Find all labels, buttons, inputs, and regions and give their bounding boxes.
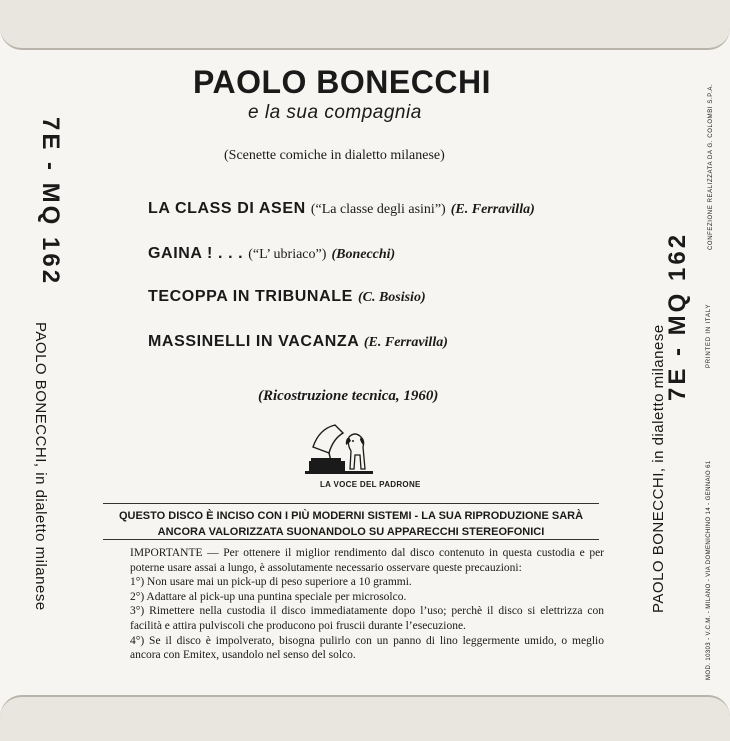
subtitle: e la sua compagnia (248, 102, 422, 123)
his-masters-voice-dog-gramophone-icon (305, 419, 373, 477)
track-1 (148, 200, 535, 218)
track-title: GAINA ! . . . (148, 245, 244, 262)
label-name: LA VOCE DEL PADRONE (320, 480, 421, 489)
track-author: (Bonecchi) (331, 247, 396, 262)
instruction-item: 3°) Rimettere nella custodia il disco immediatamente dopo l’uso; perchè il disco si elettrizza con facilità e attira pulviscoli che producono poi fruscii durante l’esecuzione. (130, 605, 604, 632)
track-title: MASSINELLI IN VACANZA (148, 333, 359, 350)
printed-in-italy: PRINTED IN ITALY (706, 303, 712, 368)
track-4 (148, 333, 448, 351)
spine-name-right: PAOLO BONECCHI, in dialetto milanese (650, 324, 667, 613)
top-flap (0, 0, 730, 50)
track-author: (E. Ferravilla) (363, 335, 448, 350)
track-author: (C. Bosisio) (357, 290, 426, 305)
instruction-item: 2°) Adattare al pick-up una puntina speciale per microsolco. (130, 590, 407, 603)
confezione-credit: CONFEZIONE REALIZZATA DA G. COLOMBI S.P.A. (708, 83, 714, 250)
stereo-notice: QUESTO DISCO È INCISO CON I PIÙ MODERNI SISTEMI - LA SUA RIPRODUZIONE SARÀ ANCORA VALORIZZATA SUONANDOLO SU APPARECCHI STEREOFONICI (118, 510, 584, 538)
spine-code-left: 7E - MQ 162 (37, 117, 64, 287)
instruction-item: 4°) Se il disco è impolverato, bisogna pulirlo con un panno di lino leggermente umido, o meglio ancora con Emitex, usandolo nel senso del solco. (130, 634, 604, 662)
important-instructions (130, 546, 604, 663)
reconstruction-note: (Ricostruzione tecnica, 1960) (258, 388, 439, 404)
track-author: (E. Ferravilla) (450, 202, 535, 217)
important-intro: IMPORTANTE — Per ottenere il miglior rendimento dal disco contenuto in questa custodia e per poterne usare assai a lungo, è assolutamente necessario osservare queste precauzioni: (130, 547, 604, 574)
description: (Scenette comiche in dialetto milanese) (224, 148, 445, 163)
track-title: LA CLASS DI ASEN (148, 200, 306, 217)
track-3 (148, 288, 426, 306)
track-title: TECOPPA IN TRIBUNALE (148, 288, 353, 305)
track-2 (148, 245, 395, 263)
divider-top (103, 503, 599, 504)
spine-name-left: PAOLO BONECCHI, in dialetto milanese (32, 322, 49, 611)
artist-title: PAOLO BONECCHI (193, 64, 491, 100)
instruction-item: 1°) Non usare mai un pick-up di peso superiore a 10 grammi. (130, 576, 412, 589)
bottom-flap (0, 695, 730, 741)
spine-code-right: 7E - MQ 162 (664, 231, 691, 401)
divider-bottom (103, 539, 599, 540)
mod-credit: MOD. 10303 - V.C.M. - MILANO - VIA DOMENICHINO 14 - GENNAIO 61 (706, 460, 712, 680)
track-original-title: (“La classe degli asini”) (310, 202, 446, 217)
track-original-title: (“L’ ubriaco”) (248, 247, 327, 262)
